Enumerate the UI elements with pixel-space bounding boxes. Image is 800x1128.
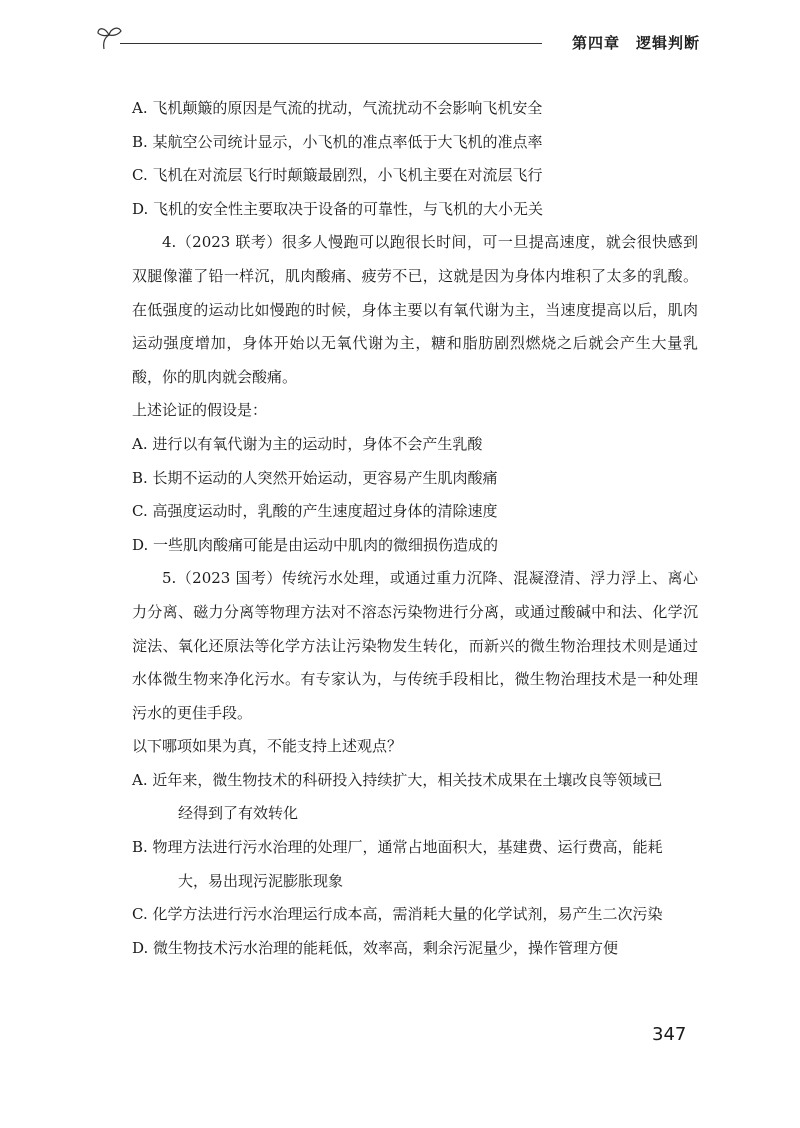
page-content [132,92,698,965]
q3-option-a: A. 飞机颠簸的原因是气流的扰动，气流扰动不会影响飞机安全 [132,99,543,117]
question-5 [132,562,698,965]
q3-option-c: C. 飞机在对流层飞行时颠簸最剧烈，小飞机主要在对流层飞行 [132,166,543,185]
q5-option-a: A. 近年来，微生物技术的科研投入持续扩大，相关技术成果在土壤改良等领域已 [132,770,663,789]
q5-option-a-continued: 经得到了有效转化 [178,804,299,823]
q4-option-d: D. 一些肌肉酸痛可能是由运动中肌肉的微细损伤造成的 [132,535,499,554]
page-header [96,22,700,62]
q5-option-c: C. 化学方法进行污水治理运行成本高，需消耗大量的化学试剂，易产生二次污染 [132,905,663,924]
page-number: 347 [652,1024,687,1045]
q4-option-a: A. 进行以有氧代谢为主的运动时，身体不会产生乳酸 [132,434,483,453]
section-label: 逻辑判断 [635,34,700,52]
q5-option-b: B. 物理方法进行污水治理的处理厂，通常占地面积大，基建费、运行费高，能耗 [132,838,663,857]
q5-option-b-continued: 大，易出现污泥膨胀现象 [178,871,344,890]
q4-question: 上述论证的假设是： [132,401,268,420]
q3-options [132,92,698,226]
chapter-heading [572,32,700,53]
q4-stem: 4.（2023 联考）很多人慢跑可以跑很长时间，可一旦提高速度，就会很快感到双腿像灌了铅一样沉，肌肉酸痛、疲劳不已，这就是因为身体内堆积了太多的乳酸。在低强度的运动比如慢跑的时候，身体主要以有氧代谢为主，当速度提高以后，肌肉运动强度增加，身体开始以无氧代谢为主，糖和脂肪剧烈燃烧之后就会产生大量乳酸，你的肌肉就会酸痛。 [132,233,698,386]
chapter-label: 第四章 [571,34,620,52]
q3-option-d: D. 飞机的安全性主要取决于设备的可靠性，与飞机的大小无关 [132,199,544,218]
q4-option-c: C. 高强度运动时，乳酸的产生速度超过身体的清除速度 [132,502,498,521]
question-4 [132,226,698,562]
q5-stem: 5.（2023 国考）传统污水处理，或通过重力沉降、混凝澄清、浮力浮上、离心力分离、磁力分离等物理方法对不溶态污染物进行分离，或通过酸碱中和法、化学沉淀法、氧化还原法等化学方法让污染物发生转化，而新兴的微生物治理技术则是通过水体微生物来净化污水。有专家认为，与传统手段相比，微生物治理技术是一种处理污水的更佳手段。 [132,569,698,722]
header-rule [120,43,542,44]
q5-question: 以下哪项如果为真，不能支持上述观点？ [132,737,403,756]
q5-option-d: D. 微生物技术污水治理的能耗低，效率高，剩余污泥量少，操作管理方便 [132,938,619,957]
sprout-icon [96,22,126,52]
q4-option-b: B. 长期不运动的人突然开始运动，更容易产生肌肉酸痛 [132,468,498,487]
q3-option-b: B. 某航空公司统计显示，小飞机的准点率低于大飞机的准点率 [132,132,543,151]
